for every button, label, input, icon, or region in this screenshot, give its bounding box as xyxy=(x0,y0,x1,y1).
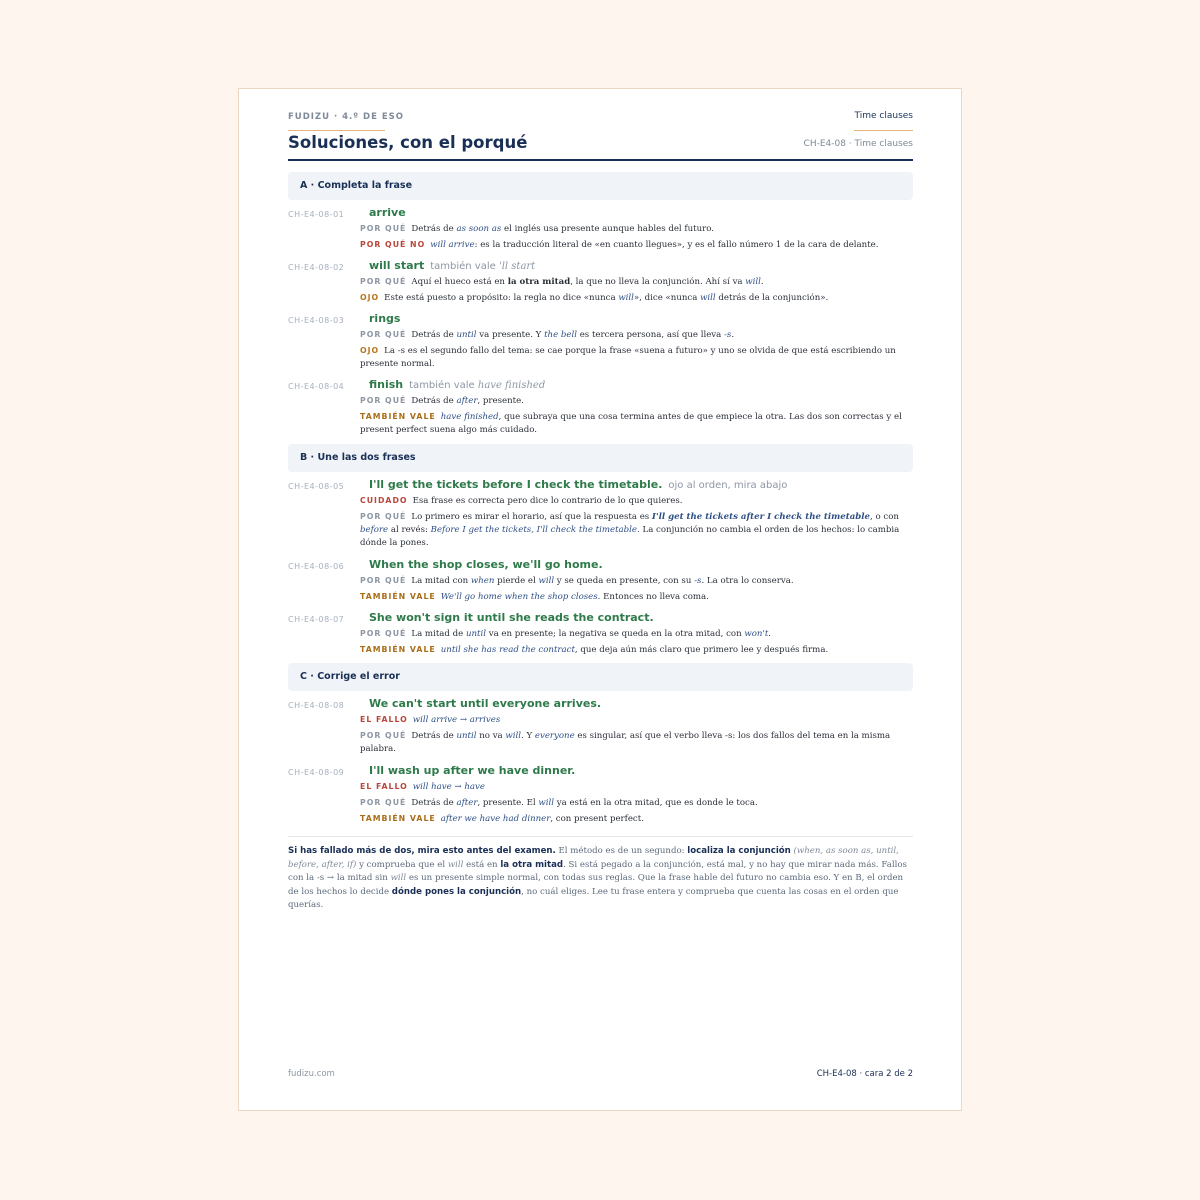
explanation-line: POR QUÉ Detrás de after, presente. El will ya está en la otra mitad, que es donde le toca. xyxy=(360,798,758,808)
item-code: CH-E4-08-07 xyxy=(288,615,345,624)
explanation-line: TAMBIÉN VALE until she has read the contract, que deja aún más claro que primero lee y después firma. xyxy=(360,645,829,655)
topic-underline xyxy=(854,130,913,131)
item-code: CH-E4-08-05 xyxy=(288,482,345,491)
item-code: CH-E4-08-02 xyxy=(288,263,345,272)
section-a-header: A · Completa la frase xyxy=(288,172,913,200)
alternative-note: ojo al orden, mira abajo xyxy=(668,480,788,491)
footer-page-info: CH-E4-08 · cara 2 de 2 xyxy=(816,1069,913,1079)
explanation-line: POR QUÉ Lo primero es mirar el horario, así que la respuesta es I'll get the tickets after I check the timetable, o con before al revés: Before I get the tickets, I'll check the timetable. La conjunción no cambia el orden de los hechos: lo cambia dónde la pones. xyxy=(360,512,900,548)
item-code: CH-E4-08-01 xyxy=(288,210,345,219)
explanation-line: TAMBIÉN VALE have finished, que subraya que una cosa termina antes de que empiece la otra. Las dos son correctas y el present perfect suena algo más cuidado. xyxy=(360,412,902,435)
title-divider xyxy=(288,159,913,161)
explanation-line: OJO La -s es el segundo fallo del tema: se cae porque la frase «suena a futuro» y uno se olvida de que está escribiendo un presente normal. xyxy=(360,346,896,369)
explanation-line: POR QUÉ Detrás de after, presente. xyxy=(360,396,524,406)
explanation-line: POR QUÉ Detrás de as soon as el inglés usa presente aunque hables del futuro. xyxy=(360,224,714,234)
topic-label: Time clauses xyxy=(854,111,913,121)
explanation-line: EL FALLO will have → have xyxy=(360,782,485,792)
alternative-note: también vale 'll start xyxy=(430,261,536,272)
notes-divider xyxy=(288,836,913,837)
explanation-line: TAMBIÉN VALE We'll go home when the shop closes. Entonces no lleva coma. xyxy=(360,592,709,602)
item-code: CH-E4-08-08 xyxy=(288,701,345,710)
answer-text: will start también vale 'll start xyxy=(369,259,536,272)
explanation-line: EL FALLO will arrive → arrives xyxy=(360,715,501,725)
explanation-line: POR QUÉ NO will arrive: es la traducción literal de «en cuanto llegues», y es el fallo número 1 de la cara de delante. xyxy=(360,240,879,250)
explanation-line: OJO Este está puesto a propósito: la regla no dice «nunca will», dice «nunca will detrás de la conjunción». xyxy=(360,293,829,303)
explanation-line: POR QUÉ La mitad con when pierde el will y se queda en presente, con su -s. La otra lo conserva. xyxy=(360,576,794,586)
answer-text: I'll wash up after we have dinner. xyxy=(369,764,576,777)
item-code: CH-E4-08-04 xyxy=(288,382,345,391)
explanation-line: POR QUÉ La mitad de until va en presente; la negativa se queda en la otra mitad, con won't. xyxy=(360,629,772,639)
item-code: CH-E4-08-06 xyxy=(288,562,345,571)
alternative-note: también vale have finished xyxy=(409,380,546,391)
section-b-header: B · Une las dos frases xyxy=(288,444,913,472)
answer-text: I'll get the tickets before I check the timetable. ojo al orden, mira abajo xyxy=(369,478,788,491)
answer-text: We can't start until everyone arrives. xyxy=(369,697,602,710)
item-code: CH-E4-08-09 xyxy=(288,768,345,777)
answer-text: She won't sign it until she reads the contract. xyxy=(369,611,654,624)
brand-underline xyxy=(288,130,385,131)
explanation-line: POR QUÉ Detrás de until va presente. Y the bell es tercera persona, así que lleva -s. xyxy=(360,330,735,340)
section-c-header: C · Corrige el error xyxy=(288,663,913,691)
explanation-line: TAMBIÉN VALE after we have had dinner, con present perfect. xyxy=(360,814,644,824)
worksheet-page xyxy=(238,88,962,1111)
page-title: Soluciones, con el porqué xyxy=(288,133,528,152)
answer-text: rings xyxy=(369,312,401,325)
answer-text: arrive xyxy=(369,206,406,219)
worksheet-code: CH-E4-08 · Time clauses xyxy=(803,139,913,149)
explanation-line: CUIDADO Esa frase es correcta pero dice lo contrario de lo que quieres. xyxy=(360,496,683,506)
brand-label: FUDIZU · 4.º DE ESO xyxy=(288,112,405,122)
answer-text: When the shop closes, we'll go home. xyxy=(369,558,603,571)
footer-website: fudizu.com xyxy=(288,1069,335,1079)
explanation-line: POR QUÉ Detrás de until no va will. Y everyone es singular, así que el verbo lleva -s: los dos fallos del tema en la misma palabra. xyxy=(360,731,891,754)
explanation-line: POR QUÉ Aquí el hueco está en la otra mitad, la que no lleva la conjunción. Ahí sí va will. xyxy=(360,277,764,287)
study-note: Si has fallado más de dos, mira esto antes del examen. El método es de un segundo: localiza la conjunción (when, as soon as, until, before, after, if) y comprueba que el will está en la otra mitad. Si está pegado a la conjunción, está mal, y no hay que mirar nada más. Fallos con la -s → la mitad sin will es un presente simple normal, con todas sus reglas. Que la frase hable del futuro no cambia eso. Y en B, el orden de los hechos lo decide dónde pones la conjunción, no cuál eliges. Lee tu frase entera y comprueba que cuenta las cosas en el orden que querías. xyxy=(288,846,907,911)
item-code: CH-E4-08-03 xyxy=(288,316,345,325)
answer-text: finish también vale have finished xyxy=(369,378,546,391)
